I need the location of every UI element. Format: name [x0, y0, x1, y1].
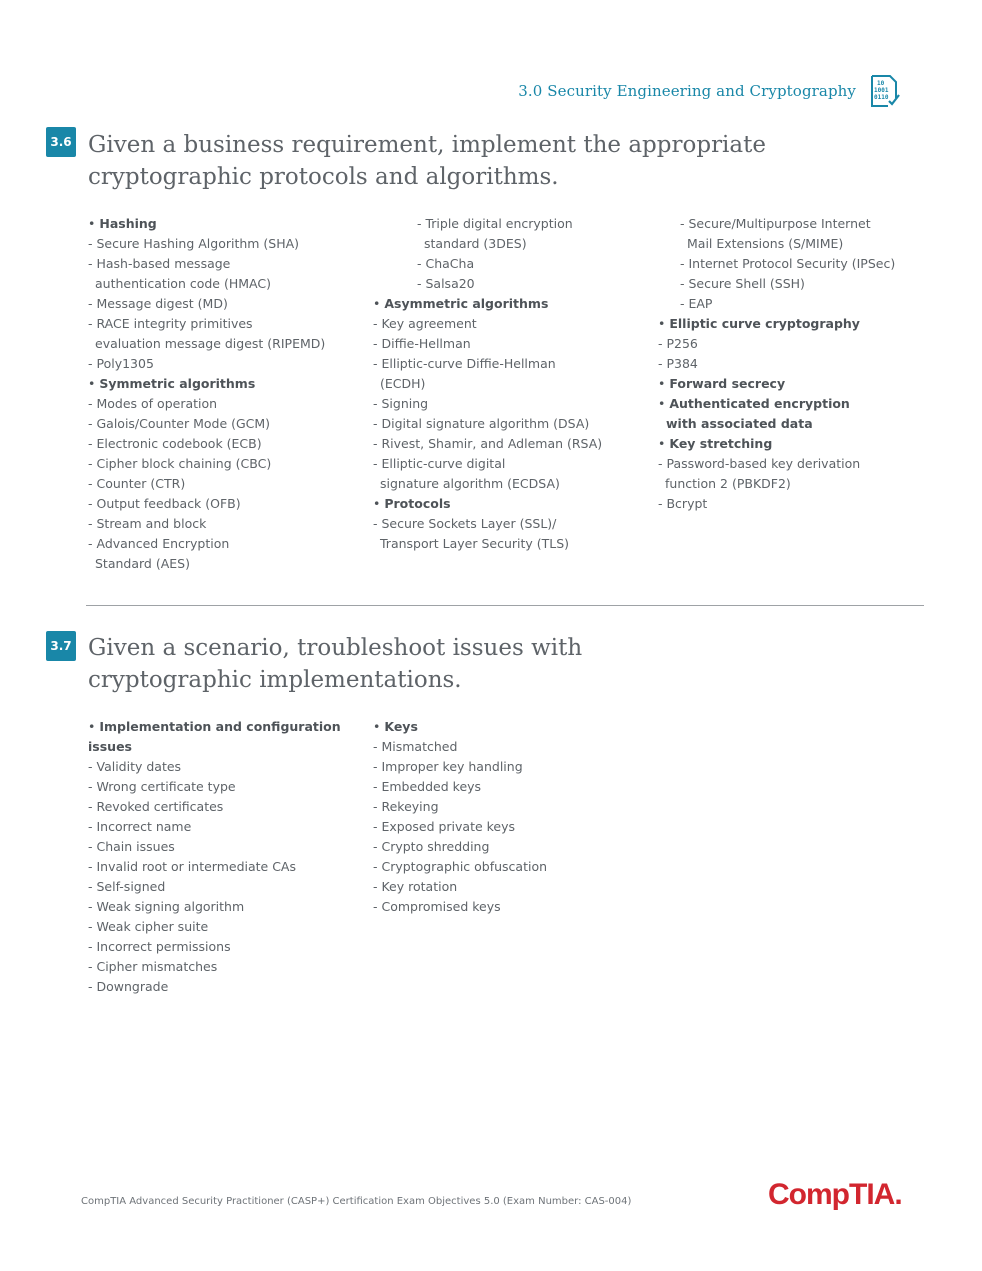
page-header [518, 74, 902, 108]
section-title-3-6 [88, 129, 848, 193]
list-item: - Elliptic-curve digital signature algorithm (ECDSA) [373, 454, 653, 494]
section-title-line: cryptographic protocols and algorithms. [88, 164, 559, 190]
list-item: • Asymmetric algorithms - Key agreement - Diffie-Hellman - Elliptic-curve Diffie-Hellman (ECDH) - Signing - Digital signature algorithm (DSA) - Rivest, Shamir, and Adleman (RSA) - Elliptic-curve digital signature algorithm (ECDSA) [373, 294, 653, 494]
header-title: 3.0 Security Engineering and Cryptography [518, 82, 856, 100]
list-item: - Incorrect permissions [88, 937, 373, 957]
list-item: - Message digest (MD) [88, 294, 368, 314]
list-item: - Key agreement - Diffie-Hellman - Elliptic-curve Diffie-Hellman (ECDH) [373, 314, 653, 394]
list-item: - Rivest, Shamir, and Adleman (RSA) [373, 434, 653, 454]
list-item: • Keys - Mismatched - Improper key handling - Embedded keys - Rekeying - Exposed private keys - Crypto shredding - Cryptographic obfuscation - Key rotation - Compromised keys [373, 717, 653, 917]
list-item: • Elliptic curve cryptography - P256 - P384 [658, 314, 928, 374]
icon-digits-1: 10 [877, 80, 885, 87]
section-title-line: Given a business requirement, implement the appropriate [88, 132, 766, 158]
section-badge-3-6: 3.6 [46, 127, 76, 157]
section-title-line: cryptographic implementations. [88, 667, 462, 693]
list-item: - Signing - Digital signature algorithm (DSA) - Rivest, Shamir, and Adleman (RSA) - Elliptic-curve digital signature algorithm (ECDSA) [373, 394, 653, 494]
list-item: - Invalid root or intermediate CAs [88, 857, 373, 877]
list-item: - Crypto shredding [373, 837, 653, 857]
list-item: • Symmetric algorithms - Modes of operation - Galois/Counter Mode (GCM) - Electronic codebook (ECB) - Cipher block chaining (CBC) - Counter (CTR) - Output feedback (OFB) - Stream and block - Advanced Encryption Standard (AES) [88, 374, 368, 574]
list-item: - P256 [658, 334, 928, 354]
list-item: - Hash-based message authentication code (HMAC) [88, 254, 368, 294]
objectives-3-7-column-1 [88, 717, 373, 997]
comptia-logo: CompTIA. [768, 1178, 902, 1211]
list-item: - Secure Shell (SSH) [658, 274, 928, 294]
list-item: - Cipher block chaining (CBC) [88, 454, 368, 474]
list-item: - ChaCha [373, 254, 653, 274]
list-item: - Bcrypt [658, 494, 928, 514]
list-item: - EAP [658, 294, 928, 314]
list-item: - Counter (CTR) [88, 474, 368, 494]
list-item: - Modes of operation - Galois/Counter Mode (GCM) - Electronic codebook (ECB) - Cipher block chaining (CBC) - Counter (CTR) - Output feedback (OFB) [88, 394, 368, 514]
list-item: - Stream and block - Advanced Encryption Standard (AES) [88, 514, 368, 574]
list-item: - Galois/Counter Mode (GCM) [88, 414, 368, 434]
objectives-3-6-column-2 [373, 214, 653, 554]
list-item: - Secure Sockets Layer (SSL)/ Transport Layer Security (TLS) [373, 514, 653, 554]
footer-text: CompTIA Advanced Security Practitioner (CASP+) Certification Exam Objectives 5.0 (Exam Number: CAS-004) [81, 1196, 632, 1207]
list-item: - Password-based key derivation function 2 (PBKDF2) [658, 454, 928, 494]
list-item: - Weak signing algorithm [88, 897, 373, 917]
list-item: - Key rotation [373, 877, 653, 897]
list-item: - Improper key handling [373, 757, 653, 777]
list-item: • Hashing - Secure Hashing Algorithm (SHA) - Hash-based message authentication code (HMAC) - Message digest (MD) - RACE integrity primitives evaluation message digest (RIPEMD) - Poly1305 [88, 214, 368, 374]
list-item: - Secure/Multipurpose Internet Mail Extensions (S/MIME) [658, 214, 928, 254]
section-title-line: Given a scenario, troubleshoot issues with [88, 635, 583, 661]
section-divider [86, 605, 924, 606]
list-item: - Output feedback (OFB) [88, 494, 368, 514]
list-item: - Revoked certificates [88, 797, 373, 817]
list-item: - Rekeying [373, 797, 653, 817]
section-badge-3-7: 3.7 [46, 631, 76, 661]
list-item: - Internet Protocol Security (IPSec) [658, 254, 928, 274]
objectives-3-7-column-2 [373, 717, 653, 917]
list-item: - Wrong certificate type [88, 777, 373, 797]
list-item: - Salsa20 [373, 274, 653, 294]
list-item: - Embedded keys [373, 777, 653, 797]
icon-digits-2: 1001 [874, 87, 889, 94]
list-item: - Cipher mismatches [88, 957, 373, 977]
list-item: - Cryptographic obfuscation [373, 857, 653, 877]
list-item: - Downgrade [88, 977, 373, 997]
list-item: - Digital signature algorithm (DSA) [373, 414, 653, 434]
objectives-3-6-column-1 [88, 214, 368, 574]
list-item: - Compromised keys [373, 897, 653, 917]
icon-digits-3: 0110 [874, 94, 889, 101]
objectives-3-6-column-3 [658, 214, 928, 514]
list-item: - Electronic codebook (ECB) [88, 434, 368, 454]
list-item: - Incorrect name [88, 817, 373, 837]
section-title-3-7 [88, 632, 848, 696]
list-item: - Mismatched [373, 737, 653, 757]
list-item: - Exposed private keys [373, 817, 653, 837]
list-item: - RACE integrity primitives evaluation message digest (RIPEMD) [88, 314, 368, 354]
list-item: • Forward secrecy [658, 374, 928, 394]
list-item: - Diffie-Hellman [373, 334, 653, 354]
list-item: - Triple digital encryption standard (3DES) [373, 214, 653, 254]
list-item: - Self-signed [88, 877, 373, 897]
list-item: • Authenticated encryption with associated data [658, 394, 928, 434]
list-item: • Key stretching - Password-based key derivation function 2 (PBKDF2) - Bcrypt [658, 434, 928, 514]
list-item: - Chain issues - Invalid root or intermediate CAs - Self-signed [88, 837, 373, 897]
list-item: - Poly1305 [88, 354, 368, 374]
list-item: - Weak cipher suite [88, 917, 373, 937]
binary-document-check-icon [868, 74, 902, 108]
list-item: • Implementation and configuration issues - Validity dates - Wrong certificate type - Revoked certificates - Incorrect name - Chain issues - Invalid root or intermediate CAs - Self-signed - Weak signing algorithm - Weak cipher suite - Incorrect permissions - Cipher mismatches - Downgrade [88, 717, 373, 997]
list-item: - Advanced Encryption Standard (AES) [88, 534, 368, 574]
list-item: - Validity dates [88, 757, 373, 777]
list-item: • Protocols - Secure Sockets Layer (SSL)/ Transport Layer Security (TLS) [373, 494, 653, 554]
list-item: - Secure Hashing Algorithm (SHA) [88, 234, 368, 254]
list-item: - P384 [658, 354, 928, 374]
list-item: - Elliptic-curve Diffie-Hellman (ECDH) [373, 354, 653, 394]
